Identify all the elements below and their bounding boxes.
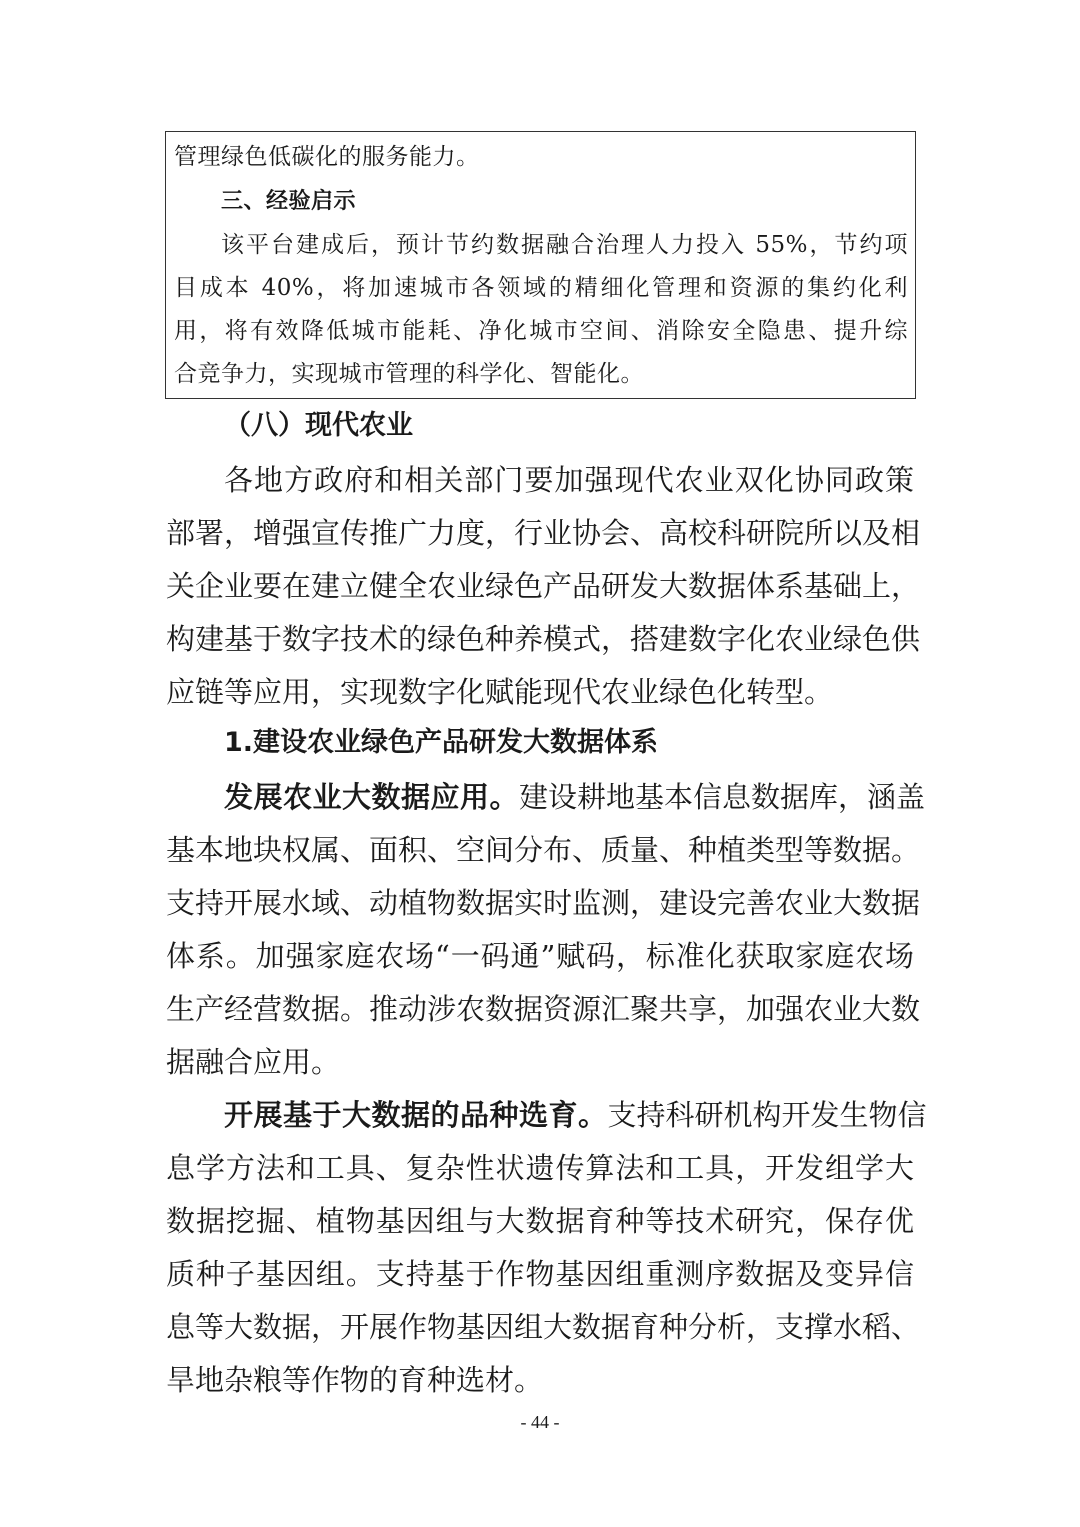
paragraph-text: 支持科研机构开发生物信 [607, 1098, 927, 1132]
paragraph-text: 建设耕地基本信息数据库，涵盖 [519, 780, 926, 814]
paragraph-line: 据融合应用。 [166, 1045, 341, 1079]
page-number: - 44 - [520, 1412, 560, 1432]
paragraph-lead-phrase: 发展农业大数据应用。 [224, 780, 520, 814]
intro-paragraph-line: 构建基于数字技术的绿色种养模式，搭建数字化农业绿色供 [166, 622, 921, 656]
paragraph-line: 质种子基因组。支持基于作物基因组重测序数据及变异信 [166, 1257, 914, 1291]
intro-paragraph-line: 关企业要在建立健全农业绿色产品研发大数据体系基础上， [166, 569, 921, 603]
case-box-continuation-line: 管理绿色低碳化的服务能力。 [174, 144, 480, 170]
paragraph-line: 旱地杂粮等作物的育种选材。 [166, 1363, 544, 1397]
intro-paragraph-line: 部署，增强宣传推广力度，行业协会、高校科研院所以及相 [166, 516, 921, 550]
case-box-paragraph-line: 目成本 40%，将加速城市各领域的精细化管理和资源的集约化利 [174, 275, 908, 301]
section-heading: （八）现代农业 [224, 410, 413, 441]
paragraph-line: 支持开展水域、动植物数据实时监测，建设完善农业大数据 [166, 886, 921, 920]
case-box-paragraph-line: 合竞争力，实现城市管理的科学化、智能化。 [174, 361, 644, 387]
case-box-paragraph-line: 用，将有效降低城市能耗、净化城市空间、消除安全隐患、提升综 [174, 318, 908, 344]
intro-paragraph-line: 应链等应用，实现数字化赋能现代农业绿色化转型。 [166, 675, 834, 709]
paragraph-line: 基本地块权属、面积、空间分布、质量、种植类型等数据。 [166, 833, 921, 867]
case-box-paragraph-line: 该平台建成后，预计节约数据融合治理人力投入 55%，节约项 [221, 232, 908, 258]
paragraph-line: 数据挖掘、植物基因组与大数据育种等技术研究，保存优 [166, 1204, 914, 1238]
paragraph-line: 息等大数据，开展作物基因组大数据育种分析，支撑水稻、 [166, 1310, 921, 1344]
paragraph-line: 体系。加强家庭农场“一码通”赋码，标准化获取家庭农场 [166, 939, 914, 973]
intro-paragraph-line: 各地方政府和相关部门要加强现代农业双化协同政策 [224, 463, 914, 497]
subsection-heading: 1.建设农业绿色产品研发大数据体系 [224, 727, 659, 758]
paragraph-line [224, 779, 926, 815]
paragraph-line: 息学方法和工具、复杂性状遗传算法和工具，开发组学大 [166, 1151, 914, 1185]
case-study-box [165, 131, 916, 399]
paragraph-line [224, 1097, 927, 1133]
paragraph-lead-phrase: 开展基于大数据的品种选育。 [224, 1098, 608, 1132]
case-box-heading: 三、经验启示 [221, 189, 357, 214]
paragraph-line: 生产经营数据。推动涉农数据资源汇聚共享，加强农业大数 [166, 992, 921, 1026]
